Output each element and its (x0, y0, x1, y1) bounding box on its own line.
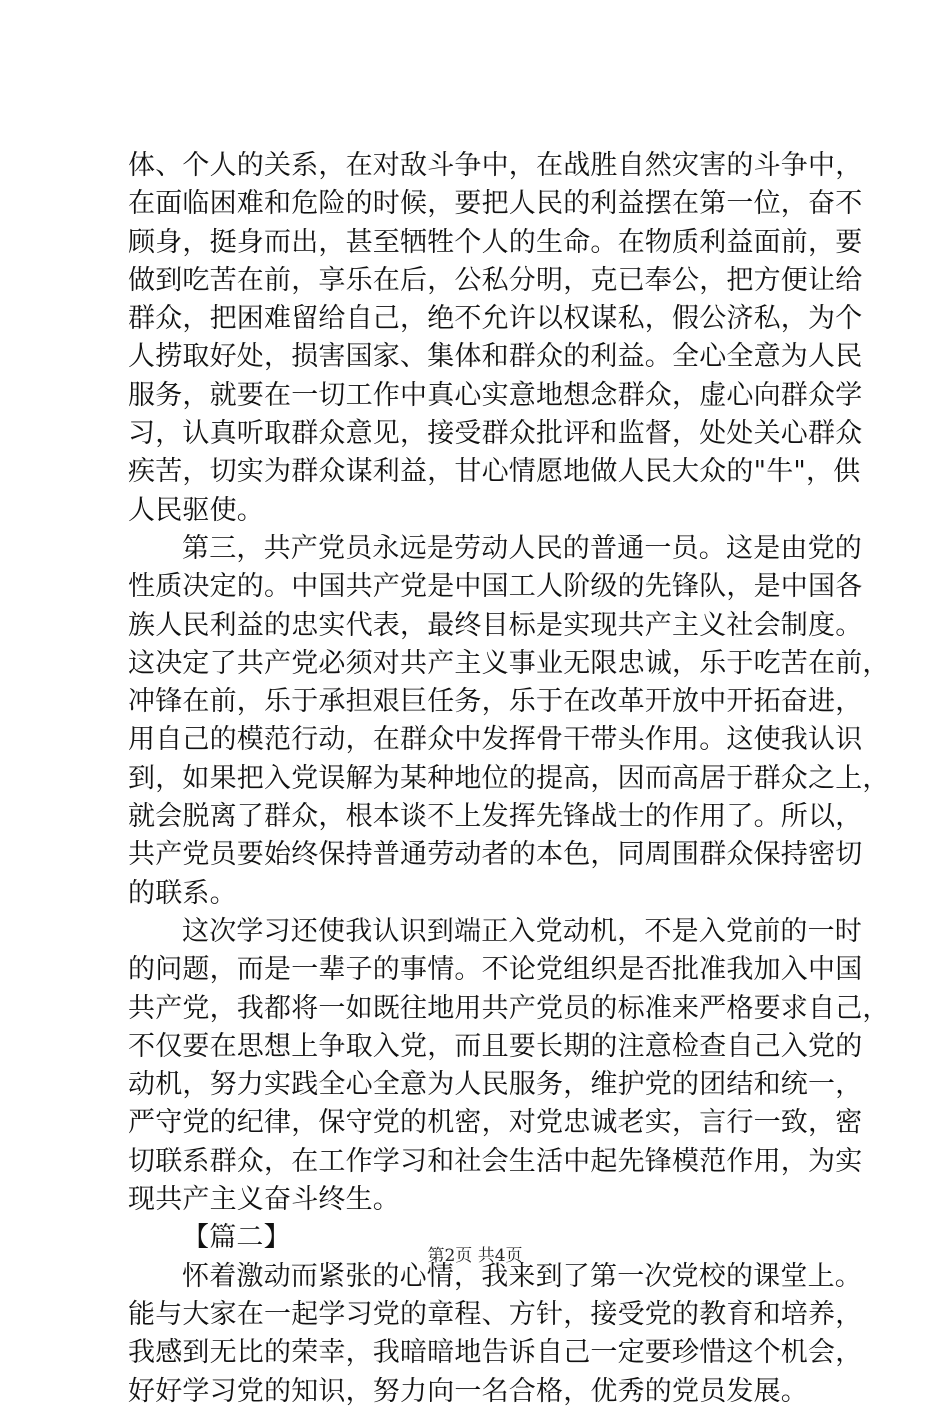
text-line: 的问题，而是一辈子的事情。不论党组织是否批准我加入中国 (128, 954, 863, 986)
text-line: 第三，共产党员永远是劳动人民的普通一员。这是由党的 (182, 532, 862, 564)
text-line: 体、个人的关系，在对敌斗争中，在战胜自然灾害的斗争中， (128, 150, 863, 181)
text-line: 怀着激动而紧张的心情，我来到了第一次党校的课堂上。 (182, 1260, 862, 1292)
text-line: 能与大家在一起学习党的章程、方针，接受党的教育和培养， (128, 1298, 863, 1330)
text-line: 人民驱使。 (128, 494, 264, 526)
text-line: 严守党的纪律，保守党的机密，对党忠诚老实，言行一致，密 (128, 1107, 863, 1139)
text-line: 的联系。 (128, 877, 237, 909)
text-line: 族人民利益的忠实代表，最终目标是实现共产主义社会制度。 (128, 609, 863, 641)
text-line: 动机，努力实践全心全意为人民服务，维护党的团结和统一， (128, 1069, 863, 1101)
text-line: 切联系群众，在工作学习和社会生活中起先锋模范作用，为实 (128, 1145, 863, 1177)
text-line: 我感到无比的荣幸，我暗暗地告诉自己一定要珍惜这个机会， (128, 1337, 863, 1369)
text-line: 这次学习还使我认识到端正入党动机，不是入党前的一时 (182, 915, 862, 947)
text-line: 顾身，挺身而出，甚至牺牲个人的生命。在物质利益面前，要 (128, 226, 863, 258)
text-line: 【篇二】 (182, 1222, 291, 1254)
text-line: 群众，把困难留给自己，绝不允许以权谋私，假公济私，为个 (128, 303, 863, 335)
page-number-footer: 第2页 共4页 (427, 1246, 523, 1266)
text-line: 好好学习党的知识，努力向一名合格，优秀的党员发展。 (128, 1375, 808, 1407)
text-line: 现共产主义奋斗终生。 (128, 1184, 400, 1216)
text-line: 不仅要在思想上争取入党，而且要长期的注意检查自己入党的 (128, 1030, 863, 1062)
text-line: 用自己的模范行动，在群众中发挥骨干带头作用。这使我认识 (128, 724, 863, 756)
document-body (128, 147, 890, 1411)
text-line: 到，如果把入党误解为某种地位的提高，因而高居于群众之上， (128, 762, 890, 794)
text-line: 共产党员要始终保持普通劳动者的本色，同周围群众保持密切 (128, 839, 863, 871)
text-line: 共产党，我都将一如既往地用共产党员的标准来严格要求自己， (128, 992, 890, 1024)
text-line: 在面临困难和危险的时候，要把人民的利益摆在第一位，奋不 (128, 188, 863, 220)
text-line: 性质决定的。中国共产党是中国工人阶级的先锋队，是中国各 (128, 571, 863, 603)
text-line: 这决定了共产党必须对共产主义事业无限忠诚，乐于吃苦在前， (128, 647, 890, 679)
text-line: 做到吃苦在前，享乐在后，公私分明，克已奉公，把方便让给 (128, 264, 863, 296)
text-line: 服务，就要在一切工作中真心实意地想念群众，虚心向群众学 (128, 379, 863, 411)
text-line: 疾苦，切实为群众谋利益，甘心情愿地做人民大众的"牛"，供 (128, 456, 861, 488)
text-line: 人捞取好处，损害国家、集体和群众的利益。全心全意为人民 (128, 341, 863, 373)
text-line: 习，认真听取群众意见，接受群众批评和监督，处处关心群众 (128, 418, 863, 450)
text-line: 冲锋在前，乐于承担艰巨任务，乐于在改革开放中开拓奋进， (128, 686, 863, 718)
text-line: 就会脱离了群众，根本谈不上发挥先锋战士的作用了。所以， (128, 801, 863, 833)
